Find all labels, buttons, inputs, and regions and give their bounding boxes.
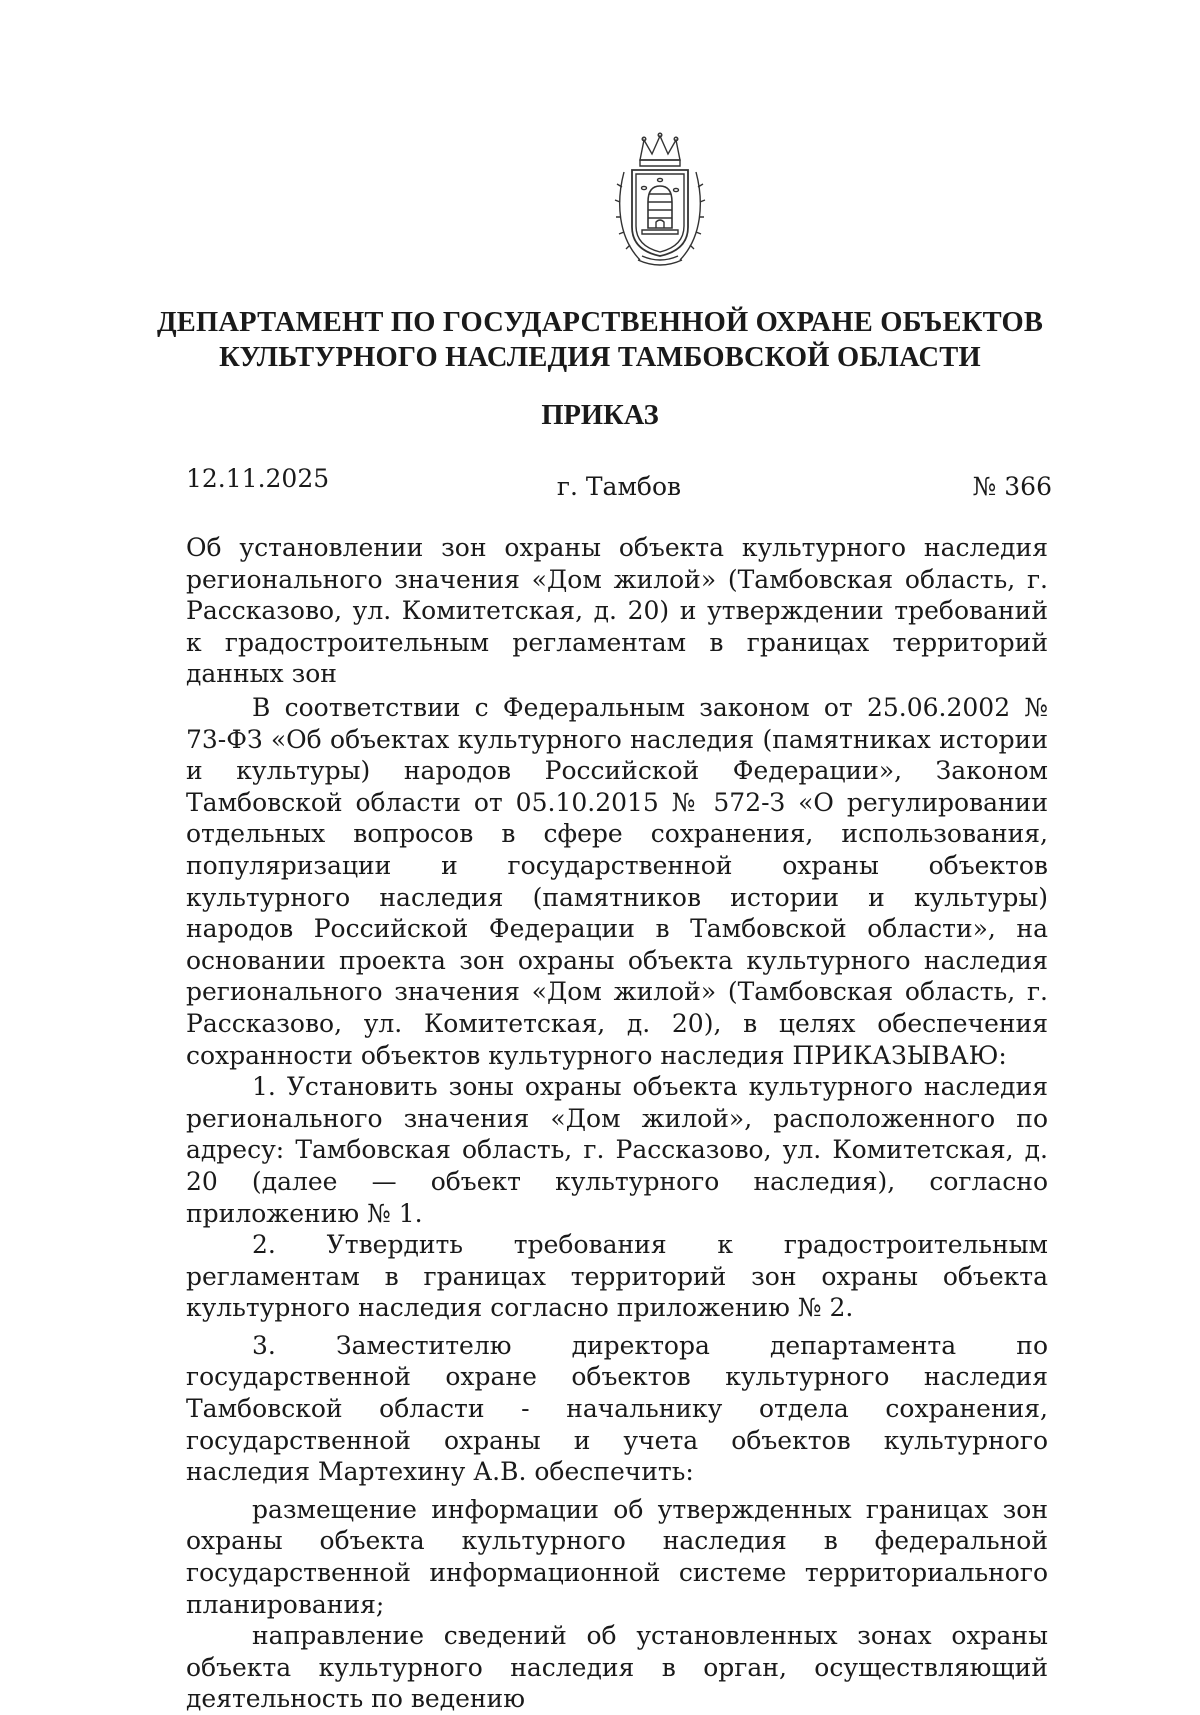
preamble-paragraph: В соответствии с Федеральным законом от 25.06.2002 № 73-ФЗ «Об объектах культурного наследия (памятниках истории и культуры) народов Российской Федерации», Законом Тамбовской области от 05.10.2015 № 572-З «О регулировании отдельных вопросов в сфере сохранения, использования, популяризации и государственной охраны объектов культурного наследия (памятников истории и культуры) народов Российской Федерации в Тамбовской области», на основании проекта зон охраны объекта культурного наследия регионального значения «Дом жилой» (Тамбовская область, г. Рассказово, ул. Комитетская, д. 20), в целях обеспечения сохранности объектов культурного наследия ПРИКАЗЫВАЮ: [186, 693, 1048, 1070]
order-item-2: 2. Утвердить требования к градостроительным регламентам в границах территорий зон охраны объекта культурного наследия согласно приложению № 2. [186, 1230, 1048, 1323]
order-item-3: 3. Заместителю директора департамента по государственной охране объектов культурного наследия Тамбовской области - начальнику отдела сохранения, государственной охраны и учета объектов культурного наследия Мартехину А.В. обеспечить: [186, 1330, 1048, 1487]
document-body [186, 692, 1048, 1715]
document-city: г. Тамбов [556, 472, 682, 501]
organization-name [150, 305, 1050, 375]
order-item-1: 1. Установить зоны охраны объекта культурного наследия регионального значения «Дом жилой», расположенного по адресу: Тамбовская область, г. Рассказово, ул. Комитетская, д. 20 (далее — объект культурного наследия), согласно приложению № 1. [186, 1072, 1048, 1228]
document-subject: Об установлении зон охраны объекта культурного наследия регионального значения «Дом жилой» (Тамбовская область, г. Рассказово, ул. Комитетская, д. 20) и утверждении требований к градостроительным регламентам в границах территорий данных зон [186, 533, 1048, 688]
document-type: ПРИКАЗ [541, 400, 659, 431]
org-line-1: ДЕПАРТАМЕНТ ПО ГОСУДАРСТВЕННОЙ ОХРАНЕ ОБЪЕКТОВ [156, 307, 1044, 338]
document-meta [186, 464, 1052, 501]
document-number: № 366 [972, 472, 1052, 501]
order-subitem-2: направление сведений об установленных зонах охраны объекта культурного наследия в орган, осуществляющий деятельность по ведению [186, 1621, 1048, 1714]
tambov-coat-of-arms-icon [610, 132, 710, 272]
order-subitem-1: размещение информации об утвержденных границах зон охраны объекта культурного наследия в федеральной государственной информационной системе территориального планирования; [186, 1494, 1048, 1619]
document-date: 12.11.2025 [186, 464, 330, 493]
org-line-2: КУЛЬТУРНОГО НАСЛЕДИЯ ТАМБОВСКОЙ ОБЛАСТИ [219, 342, 981, 373]
